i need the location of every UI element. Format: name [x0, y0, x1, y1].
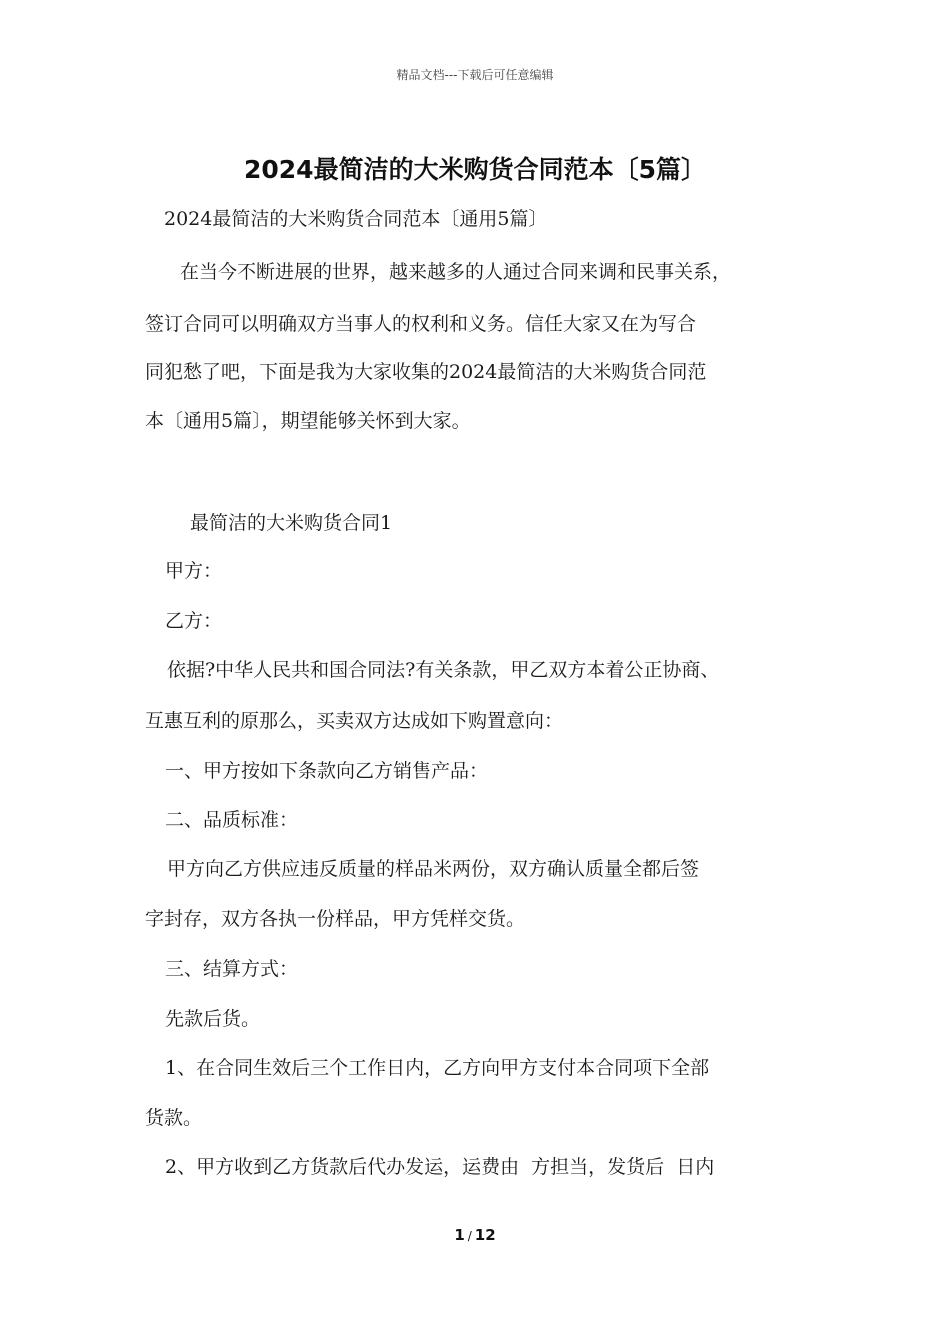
- intro-line-2: 签订合同可以明确双方当事人的权利和义务。信任大家又在为写合: [145, 313, 697, 335]
- intro-line-4: 本〔通用5篇〕，期望能够关怀到大家。: [145, 410, 471, 432]
- quality-line-2: 字封存，双方各执一份样品，甲方凭样交货。: [145, 908, 526, 930]
- payment-first: 先款后货。: [165, 1008, 261, 1030]
- basis-line-2: 互惠互利的原那么，买卖双方达成如下购置意向：: [145, 710, 564, 732]
- section-heading: 最简洁的大米购货合同1: [190, 512, 393, 534]
- party-a-label: 甲方：: [165, 560, 223, 582]
- item-2: 2、甲方收到乙方货款后代办发运，运费由 方担当，发货后 日内: [165, 1156, 715, 1178]
- current-page-number: 1: [454, 1226, 465, 1244]
- page-separator: /: [467, 1229, 472, 1243]
- document-subtitle: 2024最简洁的大米购货合同范本〔通用5篇〕: [164, 208, 548, 230]
- document-title: 2024最简洁的大米购货合同范本〔5篇〕: [244, 155, 706, 184]
- page-header: 精品文档---下载后可任意编辑: [396, 68, 554, 82]
- party-b-label: 乙方：: [165, 610, 223, 632]
- clause-2: 二、品质标准：: [165, 809, 299, 831]
- intro-line-3: 同犯愁了吧，下面是我为大家收集的2024最简洁的大米购货合同范: [145, 361, 707, 383]
- clause-3: 三、结算方式：: [165, 958, 299, 980]
- intro-line-1: 在当今不断进展的世界，越来越多的人通过合同来调和民事关系，: [180, 261, 732, 283]
- quality-line-1: 甲方向乙方供应违反质量的样品米两份，双方确认质量全都后签: [167, 858, 700, 880]
- page-number: [0, 1226, 950, 1244]
- clause-1: 一、甲方按如下条款向乙方销售产品：: [165, 760, 489, 782]
- total-pages-number: 12: [474, 1226, 496, 1244]
- item-1-line-1: 1、在合同生效后三个工作日内，乙方向甲方支付本合同项下全部: [165, 1057, 710, 1079]
- item-1-line-2: 货款。: [145, 1107, 203, 1129]
- basis-line-1: 依据?中华人民共和国合同法?有关条款，甲乙双方本着公正协商、: [167, 659, 720, 681]
